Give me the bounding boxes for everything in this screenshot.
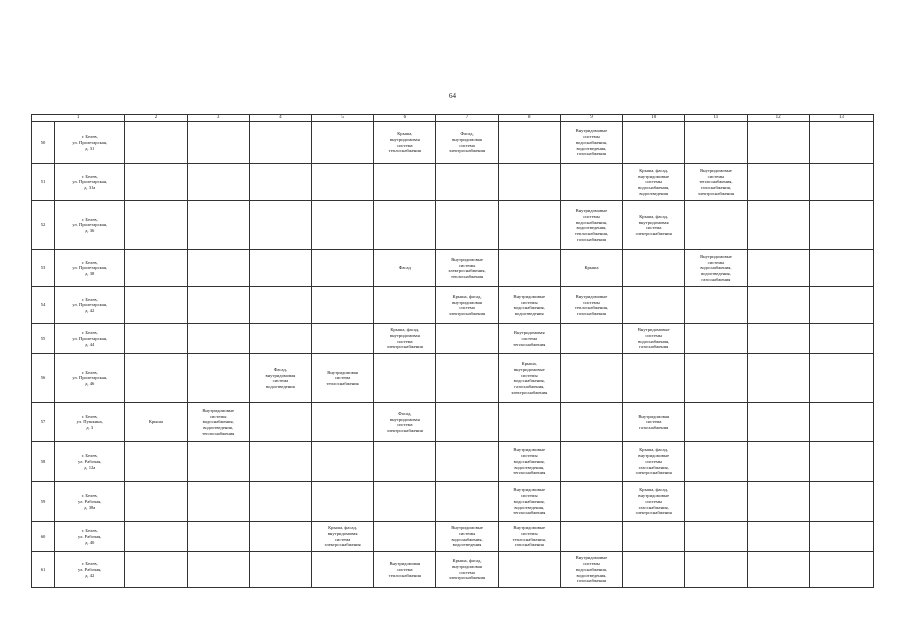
work-cell xyxy=(747,442,809,482)
row-number: 52 xyxy=(32,201,55,250)
table-row xyxy=(32,522,874,552)
table-row xyxy=(32,287,874,324)
work-cell xyxy=(685,442,747,482)
column-header-4: 4 xyxy=(249,115,311,122)
table-row xyxy=(32,354,874,403)
work-cell xyxy=(249,552,311,588)
work-cell xyxy=(436,354,498,403)
work-cell: Крыша, фасад, внутридомовые системы газоснабжения, электроснабжения xyxy=(623,442,685,482)
work-cell: Внутридомовые системы водоснабжения, водоотведения, газоснабжения xyxy=(560,122,622,164)
work-cell xyxy=(747,122,809,164)
row-number: 51 xyxy=(32,164,55,201)
work-cell xyxy=(623,250,685,287)
work-cell xyxy=(685,403,747,442)
work-cell: Внутридомовые системы электроснабжения, теплоснабжения xyxy=(436,250,498,287)
work-cell xyxy=(809,354,873,403)
work-cell xyxy=(125,354,187,403)
work-cell xyxy=(560,522,622,552)
work-cell xyxy=(125,287,187,324)
work-cell xyxy=(187,201,249,250)
work-cell: Крыша, внутридомовая система теплоснабжения xyxy=(374,122,436,164)
work-cell xyxy=(187,324,249,354)
work-cell xyxy=(685,201,747,250)
work-cell xyxy=(311,122,373,164)
work-cell xyxy=(685,287,747,324)
work-cell xyxy=(498,403,560,442)
work-cell xyxy=(311,442,373,482)
work-cell: Крыша, фасад, внутридомовые системы газоснабжения, электроснабжения xyxy=(623,482,685,522)
column-header-10: 10 xyxy=(623,115,685,122)
work-cell xyxy=(623,552,685,588)
work-cell xyxy=(249,122,311,164)
work-cell xyxy=(125,250,187,287)
work-cell: Внутридомовые системы водоснабжения, водоотведения, газоснабжения xyxy=(560,552,622,588)
work-cell xyxy=(685,482,747,522)
work-cell xyxy=(311,201,373,250)
work-cell xyxy=(498,122,560,164)
row-number: 50 xyxy=(32,122,55,164)
work-cell: Внутридомовые системы теплоснабжения, газоснабжения xyxy=(560,287,622,324)
work-cell xyxy=(623,522,685,552)
row-number: 56 xyxy=(32,354,55,403)
work-cell xyxy=(560,164,622,201)
work-cell xyxy=(187,354,249,403)
work-cell xyxy=(187,164,249,201)
work-cell xyxy=(374,482,436,522)
address-cell: г. Белев, ул. Рабочая, д. 42 xyxy=(55,552,125,588)
work-cell xyxy=(436,164,498,201)
row-number: 59 xyxy=(32,482,55,522)
work-cell xyxy=(436,324,498,354)
work-cell xyxy=(311,287,373,324)
work-cell: Внутридомовая система теплоснабжения xyxy=(374,552,436,588)
work-cell xyxy=(311,164,373,201)
repair-schedule-table xyxy=(31,114,874,588)
work-cell xyxy=(311,482,373,522)
work-cell xyxy=(187,552,249,588)
work-cell xyxy=(809,442,873,482)
table-row xyxy=(32,552,874,588)
work-cell xyxy=(747,164,809,201)
column-header-13: 13 xyxy=(809,115,873,122)
work-cell xyxy=(374,201,436,250)
column-header-11: 11 xyxy=(685,115,747,122)
work-cell xyxy=(125,552,187,588)
work-cell: Внутридомовые системы теплоснабжения, газоснабжения xyxy=(498,522,560,552)
work-cell xyxy=(187,442,249,482)
work-cell: Фасад, внутридомовая система водоотведения xyxy=(249,354,311,403)
work-cell xyxy=(125,522,187,552)
table-row xyxy=(32,250,874,287)
work-cell xyxy=(809,201,873,250)
table-row xyxy=(32,403,874,442)
table-row xyxy=(32,164,874,201)
work-cell xyxy=(560,324,622,354)
row-number: 54 xyxy=(32,287,55,324)
work-cell: Внутридомовая система теплоснабжения xyxy=(498,324,560,354)
work-cell: Крыша xyxy=(125,403,187,442)
column-header-1: 1 xyxy=(32,115,125,122)
work-cell xyxy=(685,354,747,403)
row-number: 61 xyxy=(32,552,55,588)
column-header-3: 3 xyxy=(187,115,249,122)
work-cell xyxy=(809,122,873,164)
work-cell xyxy=(249,324,311,354)
table-row xyxy=(32,482,874,522)
work-cell xyxy=(311,250,373,287)
work-cell xyxy=(747,552,809,588)
row-number: 58 xyxy=(32,442,55,482)
work-cell xyxy=(809,552,873,588)
row-number: 53 xyxy=(32,250,55,287)
work-cell xyxy=(685,324,747,354)
work-cell xyxy=(809,324,873,354)
work-cell xyxy=(747,201,809,250)
page-number: 64 xyxy=(449,92,456,100)
work-cell xyxy=(187,522,249,552)
work-cell xyxy=(436,201,498,250)
work-cell xyxy=(809,287,873,324)
work-cell xyxy=(311,552,373,588)
work-cell xyxy=(747,482,809,522)
work-cell xyxy=(187,287,249,324)
work-cell xyxy=(125,442,187,482)
work-cell xyxy=(249,442,311,482)
address-cell: г. Белев, ул. Пролетарская, д. 31 xyxy=(55,122,125,164)
row-number: 55 xyxy=(32,324,55,354)
work-cell xyxy=(498,552,560,588)
work-cell xyxy=(623,354,685,403)
work-cell xyxy=(374,164,436,201)
work-cell: Фасад, внутридомовая система электроснабжения xyxy=(374,403,436,442)
work-cell: Внутридомовые системы водоснабжения, водоотведения, теплоснабжения xyxy=(187,403,249,442)
work-cell xyxy=(809,522,873,552)
work-cell: Крыша xyxy=(560,250,622,287)
address-cell: г. Белев, ул. Рабочая, д. 12а xyxy=(55,442,125,482)
work-cell xyxy=(249,522,311,552)
work-cell: Крыша, внутридомовые системы водоснабжения, газоснабжения, электроснабжения xyxy=(498,354,560,403)
column-header-5: 5 xyxy=(311,115,373,122)
work-cell: Внутридомовые системы водоснабжения, водоотведения xyxy=(436,522,498,552)
table-row xyxy=(32,442,874,482)
work-cell xyxy=(249,403,311,442)
work-cell xyxy=(311,324,373,354)
work-cell xyxy=(747,403,809,442)
work-cell xyxy=(187,250,249,287)
column-header-6: 6 xyxy=(374,115,436,122)
work-cell xyxy=(809,403,873,442)
work-cell: Внутридомовые системы водоснабжения, газоснабжения xyxy=(623,324,685,354)
work-cell: Крыша, фасад, внутридомовая система электроснабжения xyxy=(623,201,685,250)
row-number: 60 xyxy=(32,522,55,552)
work-cell xyxy=(249,164,311,201)
address-cell: г. Белев, ул. Рабочая, д. 38а xyxy=(55,482,125,522)
work-cell xyxy=(374,442,436,482)
work-cell xyxy=(374,287,436,324)
column-header-2: 2 xyxy=(125,115,187,122)
work-cell xyxy=(747,324,809,354)
work-cell xyxy=(125,482,187,522)
work-cell xyxy=(311,403,373,442)
address-cell: г. Белев, ул. Пролетарская, д. 38 xyxy=(55,250,125,287)
work-cell: Внутридомовые системы водоснабжения, водоотведения, газоснабжения xyxy=(685,250,747,287)
row-number: 57 xyxy=(32,403,55,442)
work-cell xyxy=(809,164,873,201)
address-cell: г. Белев, ул. Рабочая, д. 40 xyxy=(55,522,125,552)
column-header-9: 9 xyxy=(560,115,622,122)
work-cell: Внутридомовые системы водоснабжения, водоотведения xyxy=(498,287,560,324)
work-cell xyxy=(498,250,560,287)
work-cell xyxy=(125,324,187,354)
table-row xyxy=(32,201,874,250)
work-cell xyxy=(249,482,311,522)
work-cell: Внутридомовые системы водоснабжения, водоотведения, теплоснабжения xyxy=(498,482,560,522)
work-cell: Крыша, фасад, внутридомовая система электроснабжения xyxy=(436,552,498,588)
table-row xyxy=(32,324,874,354)
work-cell xyxy=(374,522,436,552)
address-cell: г. Белев, ул. Пушкина, д. 3 xyxy=(55,403,125,442)
work-cell: Крыша, фасад, внутридомовая система электроснабжения xyxy=(311,522,373,552)
work-cell xyxy=(685,522,747,552)
work-cell: Фасад, внутридомовая система электроснабжения xyxy=(436,122,498,164)
work-cell xyxy=(249,287,311,324)
work-cell xyxy=(747,522,809,552)
work-cell: Внутридомовая система теплоснабжения xyxy=(311,354,373,403)
work-cell xyxy=(125,164,187,201)
work-cell: Внутридомовые системы водоснабжения, водоотведения, теплоснабжения xyxy=(498,442,560,482)
work-cell xyxy=(498,164,560,201)
work-cell xyxy=(498,201,560,250)
work-cell xyxy=(560,442,622,482)
work-cell xyxy=(125,201,187,250)
work-cell xyxy=(685,552,747,588)
work-cell xyxy=(623,122,685,164)
work-cell xyxy=(187,122,249,164)
work-cell: Крыша, фасад, внутридомовая система электроснабжения xyxy=(436,287,498,324)
address-cell: г. Белев, ул. Пролетарская, д. 46 xyxy=(55,354,125,403)
work-cell: Внутридомовая система газоснабжения xyxy=(623,403,685,442)
work-cell xyxy=(747,250,809,287)
work-cell xyxy=(809,250,873,287)
work-cell xyxy=(249,201,311,250)
work-cell xyxy=(436,482,498,522)
work-cell xyxy=(436,442,498,482)
work-cell: Крыша, фасад, внутридомовая система электроснабжения xyxy=(374,324,436,354)
header-row xyxy=(32,115,874,122)
work-cell xyxy=(436,403,498,442)
work-cell xyxy=(374,354,436,403)
column-header-7: 7 xyxy=(436,115,498,122)
column-header-8: 8 xyxy=(498,115,560,122)
work-cell xyxy=(125,122,187,164)
work-cell: Внутридомовые системы водоснабжения, водоотведения, теплоснабжения, газоснабжения xyxy=(560,201,622,250)
work-cell xyxy=(747,354,809,403)
address-cell: г. Белев, ул. Пролетарская, д. 42 xyxy=(55,287,125,324)
work-cell xyxy=(187,482,249,522)
address-cell: г. Белев, ул. Пролетарская, д. 31а xyxy=(55,164,125,201)
work-cell: Внутридомовые системы теплоснабжения, газоснабжения, электроснабжения xyxy=(685,164,747,201)
table-row xyxy=(32,122,874,164)
work-cell xyxy=(685,122,747,164)
work-cell xyxy=(560,403,622,442)
work-cell: Фасад xyxy=(374,250,436,287)
work-cell xyxy=(623,287,685,324)
address-cell: г. Белев, ул. Пролетарская, д. 44 xyxy=(55,324,125,354)
work-cell xyxy=(809,482,873,522)
address-cell: г. Белев, ул. Пролетарская, д. 36 xyxy=(55,201,125,250)
column-header-12: 12 xyxy=(747,115,809,122)
work-cell xyxy=(560,482,622,522)
work-cell xyxy=(249,250,311,287)
work-cell xyxy=(747,287,809,324)
work-cell: Крыша, фасад, внутридомовые системы водоснабжения, водоотведения xyxy=(623,164,685,201)
work-cell xyxy=(560,354,622,403)
